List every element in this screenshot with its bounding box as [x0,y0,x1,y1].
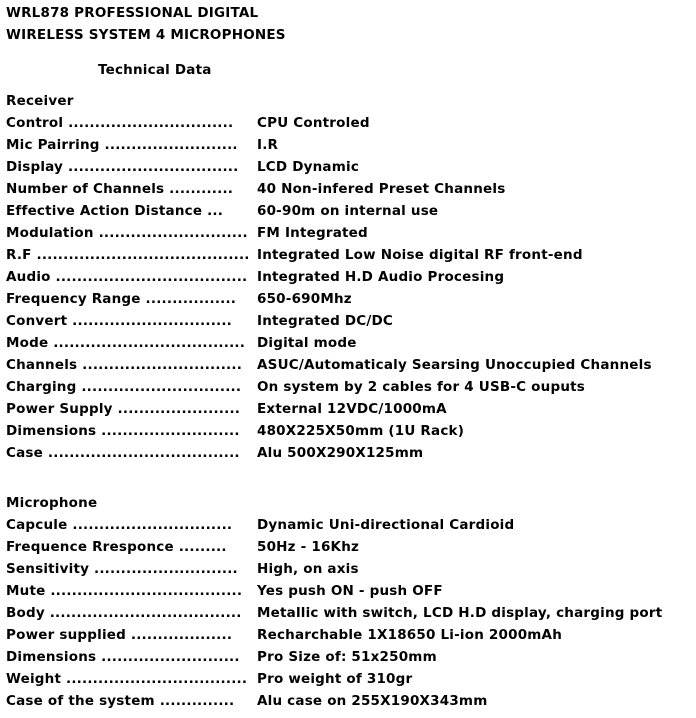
spec-label: Dimensions .......................... [6,649,240,665]
spec-row [6,671,696,693]
spec-label: Mode .................................... [6,335,246,351]
spec-row [6,539,696,561]
spec-value: Recharchable 1X18650 Li-ion 2000mAh [257,627,563,643]
spec-row [6,627,696,649]
spec-row [6,247,696,269]
spec-row [6,561,696,583]
spec-value: 480X225X50mm (1U Rack) [257,423,465,439]
document-title-line1: WRL878 PROFESSIONAL DIGITAL [6,5,259,21]
spec-label: Control ............................... [6,115,234,131]
spec-value: Alu 500X290X125mm [257,445,424,461]
spec-value: Integrated DC/DC [257,313,394,329]
spec-label: Audio .................................... [6,269,248,285]
spec-value: 60-90m on internal use [257,203,439,219]
spec-value: Integrated Low Noise digital RF front-end [257,247,583,263]
spec-row [6,649,696,671]
spec-value: Alu case on 255X190X343mm [257,693,488,709]
spec-label: R.F ........................................ [6,247,250,263]
spec-row [6,159,696,181]
spec-label: Mic Pairring ......................... [6,137,238,153]
spec-label: Sensitivity ........................... [6,561,238,577]
spec-row [6,269,696,291]
spec-value: CPU Controled [257,115,370,131]
spec-label: Capcule .............................. [6,517,233,533]
spec-label: Frequency Range ................. [6,291,237,307]
spec-row [6,401,696,423]
spec-row [6,291,696,313]
spec-label: Number of Channels ............ [6,181,234,197]
spec-value: 50Hz - 16Khz [257,539,360,555]
spec-row [6,605,696,627]
spec-row [6,335,696,357]
spec-row [6,203,696,225]
spec-label: Body .................................... [6,605,242,621]
spec-row [6,115,696,137]
spec-value: Pro Size of: 51x250mm [257,649,437,665]
spec-row [6,357,696,379]
spec-row [6,225,696,247]
spec-label: Weight .................................. [6,671,248,687]
spec-label: Mute .................................... [6,583,243,599]
spec-value: 40 Non-infered Preset Channels [257,181,506,197]
spec-row [6,445,696,467]
spec-label: Effective Action Distance ... [6,203,224,219]
spec-row [6,693,696,715]
spec-value: ASUC/Automaticaly Searsing Unoccupied Channels [257,357,652,373]
spec-label: Power supplied ................... [6,627,233,643]
spec-value: Pro weight of 310gr [257,671,413,687]
spec-row [6,517,696,539]
spec-value: FM Integrated [257,225,368,241]
spec-value: I.R [257,137,279,153]
spec-label: Charging .............................. [6,379,242,395]
spec-value: High, on axis [257,561,359,577]
spec-value: 650-690Mhz [257,291,352,307]
spec-label: Case .................................... [6,445,240,461]
spec-label: Dimensions .......................... [6,423,240,439]
spec-row [6,137,696,159]
spec-row [6,583,696,605]
spec-value: Yes push ON - push OFF [257,583,443,599]
spec-value: LCD Dynamic [257,159,360,175]
spec-value: Dynamic Uni-directional Cardioid [257,517,515,533]
spec-label: Modulation ............................ [6,225,248,241]
document-subtitle: Technical Data [98,62,212,78]
spec-label: Frequence Rresponce ......... [6,539,227,555]
spec-value: On system by 2 cables for 4 USB-C ouputs [257,379,586,395]
spec-row [6,379,696,401]
spec-value: Metallic with switch, LCD H.D display, charging port [257,605,663,621]
spec-value: Digital mode [257,335,357,351]
receiver-heading: Receiver [6,93,74,109]
document-title-line2: WIRELESS SYSTEM 4 MICROPHONES [6,27,286,43]
spec-value: Integrated H.D Audio Procesing [257,269,505,285]
spec-label: Display ................................ [6,159,239,175]
spec-label: Channels .............................. [6,357,243,373]
spec-value: External 12VDC/1000mA [257,401,447,417]
spec-label: Case of the system .............. [6,693,235,709]
spec-row [6,181,696,203]
microphone-heading: Microphone [6,495,98,511]
spec-row [6,313,696,335]
spec-label: Power Supply ....................... [6,401,241,417]
spec-label: Convert .............................. [6,313,233,329]
spec-row [6,423,696,445]
